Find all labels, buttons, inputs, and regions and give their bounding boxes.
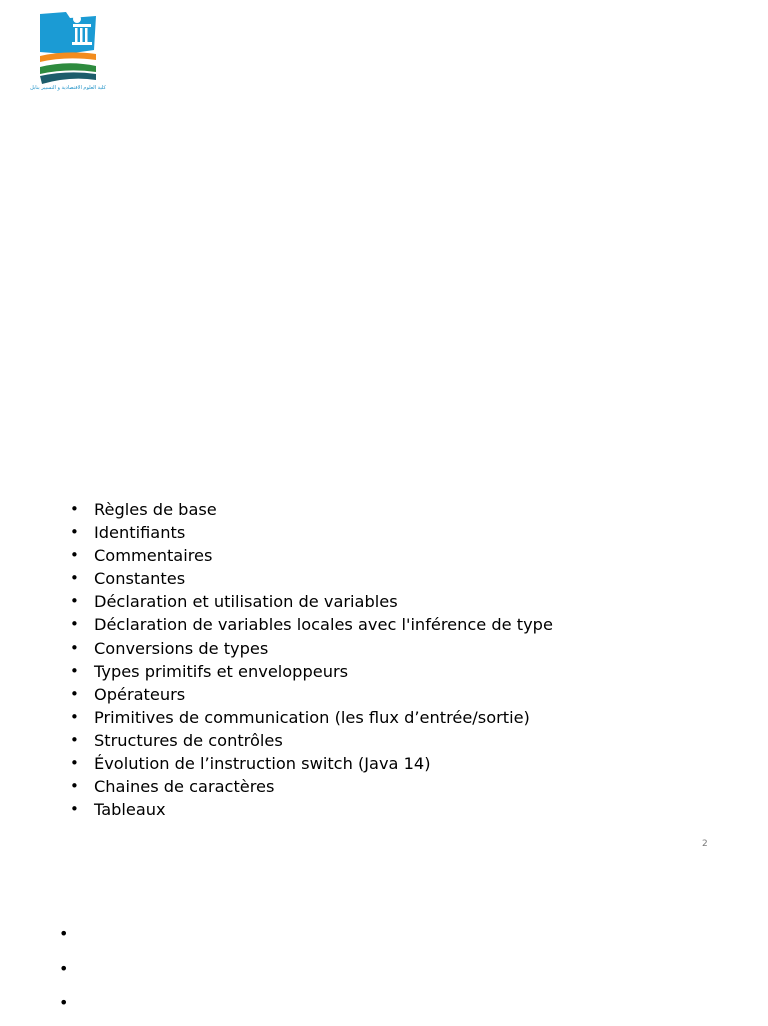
bullet: •	[70, 500, 79, 518]
list-item	[70, 683, 553, 706]
list-item	[70, 613, 553, 636]
list-item-text: Opérateurs	[94, 684, 186, 704]
bullet: •	[70, 615, 79, 634]
list-item-text: Évolution de l’instruction switch (Java 14)	[94, 754, 431, 774]
list-item	[70, 798, 553, 821]
list-item	[70, 706, 553, 729]
list-item-text: Conversions de types	[94, 638, 269, 658]
bullet: •	[70, 569, 79, 588]
empty-bullet-list	[59, 922, 68, 1026]
list-item-text: Identifiants	[94, 523, 186, 543]
list-item	[70, 752, 553, 775]
list-item	[70, 729, 553, 752]
list-item	[70, 775, 553, 798]
bullet: •	[70, 638, 79, 657]
list-item	[70, 637, 553, 660]
list-item	[70, 544, 553, 567]
logo-caption: كلية العلوم الاقتصادية و التسيير بنابل	[30, 85, 106, 91]
list-item	[70, 660, 553, 683]
bullet: •	[70, 684, 79, 703]
bullet: •	[70, 730, 79, 749]
list-item	[70, 567, 553, 590]
bullet: •	[70, 754, 79, 773]
empty-bullet: •	[59, 958, 69, 978]
list-item-text: Primitives de communication (les flux d’entrée/sortie)	[94, 707, 530, 727]
bullet: •	[70, 592, 79, 611]
list-item	[70, 498, 553, 521]
list-item-text: Déclaration et utilisation de variables	[94, 592, 398, 612]
bullet: •	[70, 800, 79, 819]
bullet: •	[70, 707, 79, 726]
list-item-text: Tableaux	[94, 800, 166, 820]
list-item	[70, 521, 553, 544]
empty-bullet: •	[59, 924, 69, 943]
empty-bullet: •	[59, 993, 69, 1012]
bullet: •	[70, 523, 79, 542]
list-item-text: Déclaration de variables locales avec l'inférence de type	[94, 615, 553, 635]
bullet: •	[70, 777, 79, 796]
list-item	[70, 590, 553, 613]
list-item-text: Règles de base	[94, 500, 217, 519]
bullet: •	[70, 546, 79, 565]
list-item-text: Constantes	[94, 569, 186, 589]
list-item-text: Structures de contrôles	[94, 730, 283, 750]
list-item-text: Commentaires	[94, 546, 213, 566]
topics-list	[70, 498, 553, 821]
page-number: 2	[702, 839, 708, 849]
list-item-text: Chaines de caractères	[94, 777, 275, 797]
bullet: •	[70, 661, 79, 680]
list-item-text: Types primitifs et enveloppeurs	[94, 661, 349, 681]
